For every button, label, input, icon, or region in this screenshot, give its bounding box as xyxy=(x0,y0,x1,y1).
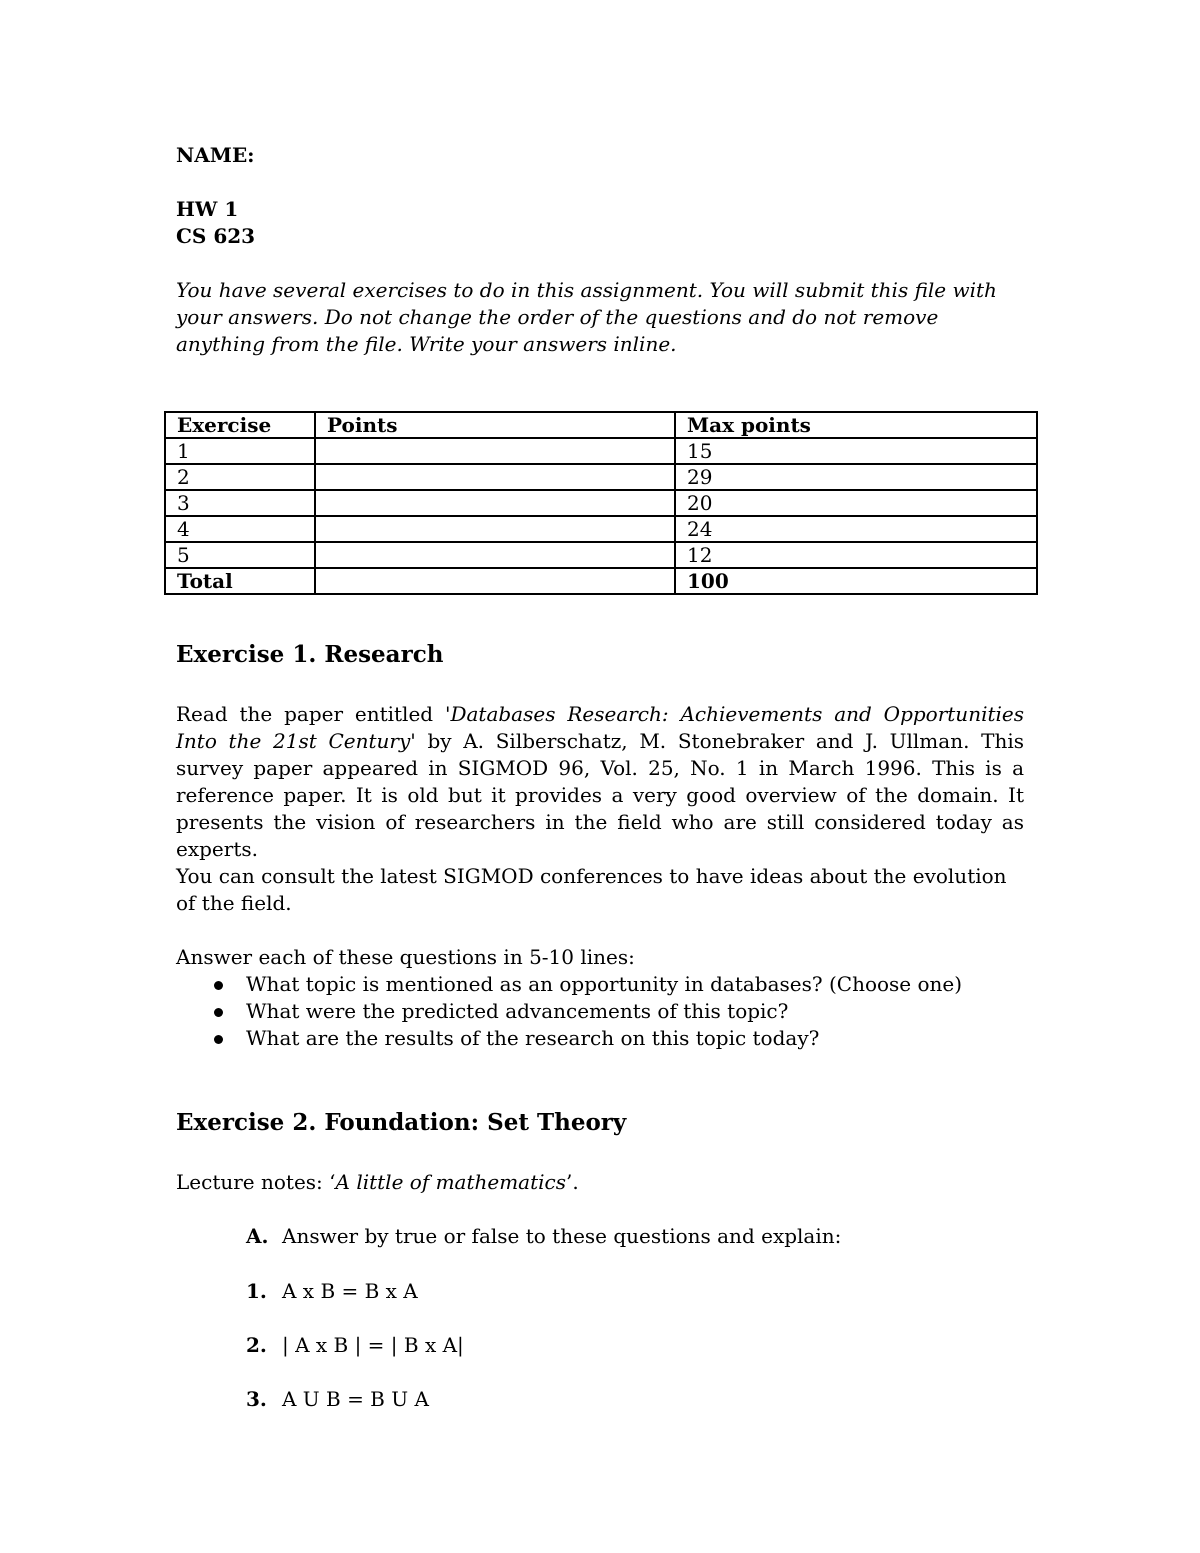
exercise-1-paragraph xyxy=(176,701,1024,863)
exercise-1-questions xyxy=(176,944,1024,1052)
questions-list xyxy=(176,971,1024,1052)
table-row xyxy=(165,516,1037,542)
question-item xyxy=(246,1386,429,1413)
cell-points[interactable] xyxy=(315,490,675,516)
list-item: What topic is mentioned as an opportunity in databases? (Choose one) xyxy=(246,971,1024,998)
name-label: NAME: xyxy=(176,143,255,167)
exercise-2-heading: Exercise 2. Foundation: Set Theory xyxy=(176,1109,627,1136)
question-item xyxy=(246,1278,418,1305)
table-row xyxy=(165,490,1037,516)
table-row xyxy=(165,438,1037,464)
list-item: What were the predicted advancements of this topic? xyxy=(246,998,1024,1025)
question-number: 3. xyxy=(246,1387,267,1411)
questions-intro: Answer each of these questions in 5-10 lines: xyxy=(176,945,635,969)
lecture-notes xyxy=(176,1169,1024,1196)
cell-max: 24 xyxy=(675,516,1037,542)
cell-max: 12 xyxy=(675,542,1037,568)
table-row xyxy=(165,464,1037,490)
points-table xyxy=(164,411,1038,595)
lecture-notes-title: A little of mathematics xyxy=(335,1170,567,1194)
cell-total-points[interactable] xyxy=(315,568,675,594)
cell-points[interactable] xyxy=(315,516,675,542)
col-header-points: Points xyxy=(315,412,675,438)
question-text: | A x B | = | B x A| xyxy=(282,1333,464,1357)
table-total-row xyxy=(165,568,1037,594)
cell-exercise: 1 xyxy=(165,438,315,464)
cell-exercise: 3 xyxy=(165,490,315,516)
cell-max: 15 xyxy=(675,438,1037,464)
cell-total-max: 100 xyxy=(675,568,1037,594)
table-row xyxy=(165,542,1037,568)
list-item: What are the results of the research on this topic today? xyxy=(246,1025,1024,1052)
intro-text: You have several exercises to do in this assignment. You will submit this file with your answers. Do not change the order of the questions and do not remove anything from the file. Write your answers inline. xyxy=(176,278,997,356)
col-header-max-points: Max points xyxy=(675,412,1037,438)
part-a-label: A. xyxy=(246,1224,269,1248)
part-a xyxy=(246,1223,841,1250)
paragraph-text: Read the paper entitled ' xyxy=(176,702,451,726)
lecture-notes-text: Lecture notes: ‘ xyxy=(176,1170,336,1194)
part-a-text: Answer by true or false to these questions and explain: xyxy=(282,1224,842,1248)
cell-points[interactable] xyxy=(315,464,675,490)
homework-number: HW 1 xyxy=(176,197,239,221)
exercise-1-heading: Exercise 1. Research xyxy=(176,641,444,668)
course-code: CS 623 xyxy=(176,224,256,248)
question-number: 1. xyxy=(246,1279,267,1303)
col-header-exercise: Exercise xyxy=(165,412,315,438)
cell-total-label: Total xyxy=(165,568,315,594)
paragraph-text: ' by A. Silberschatz, M. Stonebraker and J. Ullman. This survey paper appeared in SIGMOD 96, Vol. 25, No. 1 in March 1996. This is a reference paper. It is old but it provides a very good overview of the domain. It presents the vision of researchers in the field who are still considered today as experts. xyxy=(176,729,1025,861)
cell-exercise: 5 xyxy=(165,542,315,568)
lecture-notes-text: ’. xyxy=(566,1170,579,1194)
question-number: 2. xyxy=(246,1333,267,1357)
cell-max: 29 xyxy=(675,464,1037,490)
exercise-1-consult-text: You can consult the latest SIGMOD conferences to have ideas about the evolution of the field. xyxy=(176,864,1007,915)
question-text: A U B = B U A xyxy=(282,1387,429,1411)
table-header-row xyxy=(165,412,1037,438)
cell-max: 20 xyxy=(675,490,1037,516)
cell-points[interactable] xyxy=(315,542,675,568)
question-text: A x B = B x A xyxy=(282,1279,418,1303)
header-block xyxy=(176,142,1024,358)
cell-points[interactable] xyxy=(315,438,675,464)
cell-exercise: 2 xyxy=(165,464,315,490)
question-item xyxy=(246,1332,464,1359)
cell-exercise: 4 xyxy=(165,516,315,542)
paper-title: Databases Research: Achievements and Opportunities Into the 21st Century xyxy=(176,702,1024,753)
